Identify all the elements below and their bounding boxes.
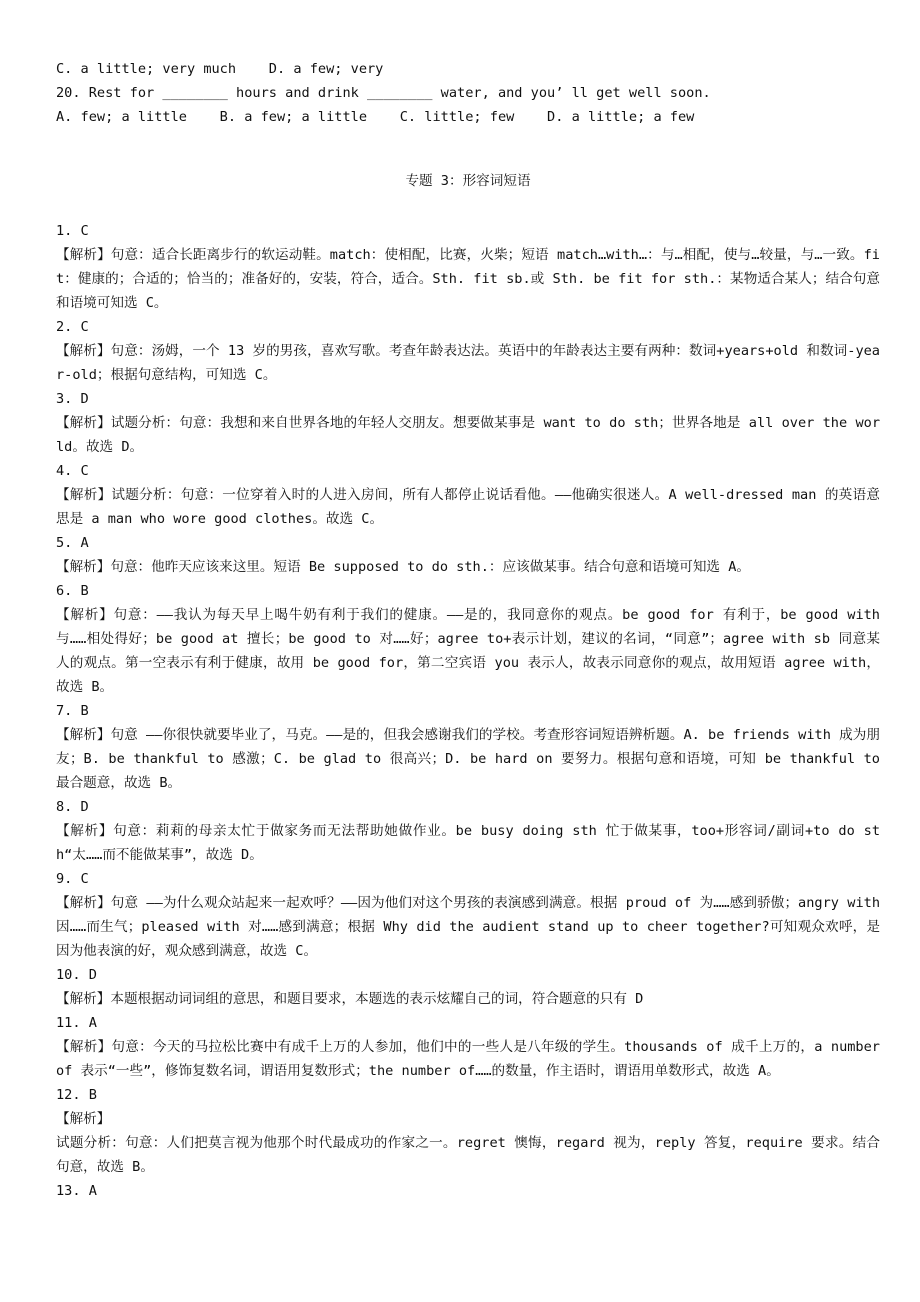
section-title: 专题 3：形容词短语 <box>405 173 531 189</box>
answer-explanation: 【解析】 <box>56 1111 111 1127</box>
answer-explanation: 【解析】句意 ——你很快就要毕业了，马克。——是的，但我会感谢我们的学校。考查形容词短语辨析题。A. be friends with 成为朋友；B. be thankful to 感激；C. be glad to 很高兴；D. be hard on 要努力。根据句意和语境，可知 be thankful to 最合题意，故选 B。 <box>56 727 880 791</box>
answer-explanation: 试题分析：句意：人们把莫言视为他那个时代最成功的作家之一。regret 懊悔，regard 视为，reply 答复，require 要求。结合句意，故选 B。 <box>56 1135 880 1175</box>
answer-explanation: 【解析】本题根据动词词组的意思，和题目要求，本题选的表示炫耀自己的词，符合题意的只有 D <box>56 991 644 1007</box>
answer-number: 6. B <box>56 583 89 599</box>
answer-explanation: 【解析】句意：适合长距离步行的软运动鞋。match：使相配，比赛，火柴；短语 match…with…：与…相配，使与…较量，与…一致。fit：健康的；合适的；恰当的；准备好的，安装，符合，适合。Sth. fit sb.或 Sth. be fit for sth.：某物适合某人；结合句意和语境可知选 C。 <box>56 247 880 311</box>
answer-number: 2. C <box>56 319 89 335</box>
answer-number: 12. B <box>56 1087 97 1103</box>
answer-explanation: 【解析】句意：——我认为每天早上喝牛奶有利于我们的健康。——是的，我同意你的观点。be good for 有利于，be good with 与……相处得好；be good at 擅长；be good to 对……好；agree to+表示计划，建议的名词，“同意”；agree with sb 同意某人的观点。第一空表示有利于健康，故用 be good for，第二空宾语 you 表示人，故表示同意你的观点，故用短语 agree with，故选 B。 <box>56 607 880 695</box>
answer-number: 9. C <box>56 871 89 887</box>
answer-number: 13. A <box>56 1183 97 1199</box>
answer-number: 3. D <box>56 391 89 407</box>
answer-number: 10. D <box>56 967 97 983</box>
answer-explanation: 【解析】句意：今天的马拉松比赛中有成千上万的人参加，他们中的一些人是八年级的学生。thousands of 成千上万的，a number of 表示“一些”，修饰复数名词，谓语用复数形式；the number of……的数量，作主语时，谓语用单数形式，故选 A。 <box>56 1039 880 1079</box>
answer-number: 4. C <box>56 463 89 479</box>
answer-explanation: 【解析】句意：汤姆，一个 13 岁的男孩，喜欢写歌。考查年龄表达法。英语中的年龄表达主要有两种：数词+years+old 和数词-year-old；根据句意结构，可知选 C。 <box>56 343 880 383</box>
answer-number: 11. A <box>56 1015 97 1031</box>
question-20: 20. Rest for ________ hours and drink ________ water, and you’ ll get well soon. <box>56 85 711 101</box>
answer-number: 8. D <box>56 799 89 815</box>
answer-list <box>56 219 880 1203</box>
question-20-options: A. few; a little B. a few; a little C. little; few D. a little; a few <box>56 109 695 125</box>
answer-number: 1. C <box>56 223 89 239</box>
answer-explanation: 【解析】句意：他昨天应该来这里。短语 Be supposed to do sth.：应该做某事。结合句意和语境可知选 A。 <box>56 559 750 575</box>
answer-explanation: 【解析】试题分析：句意：一位穿着入时的人进入房间，所有人都停止说话看他。——他确实很迷人。A well-dressed man 的英语意思是 a man who wore good clothes。故选 C。 <box>56 487 880 527</box>
answer-number: 7. B <box>56 703 89 719</box>
answer-explanation: 【解析】试题分析：句意：我想和来自世界各地的年轻人交朋友。想要做某事是 want to do sth；世界各地是 all over the world。故选 D。 <box>56 415 880 455</box>
option-line-cd: C. a little; very much D. a few; very <box>56 61 384 77</box>
answer-explanation: 【解析】句意：莉莉的母亲太忙于做家务而无法帮助她做作业。be busy doing sth 忙于做某事，too+形容词/副词+to do sth“太……而不能做某事”，故选 D。 <box>56 823 880 863</box>
answer-explanation: 【解析】句意 ——为什么观众站起来一起欢呼？——因为他们对这个男孩的表演感到满意。根据 proud of 为……感到骄傲；angry with 因……而生气；pleased with 对……感到满意；根据 Why did the audient stand up to cheer together?可知观众欢呼，是因为他表演的好，观众感到满意，故选 C。 <box>56 895 880 959</box>
answer-number: 5. A <box>56 535 89 551</box>
